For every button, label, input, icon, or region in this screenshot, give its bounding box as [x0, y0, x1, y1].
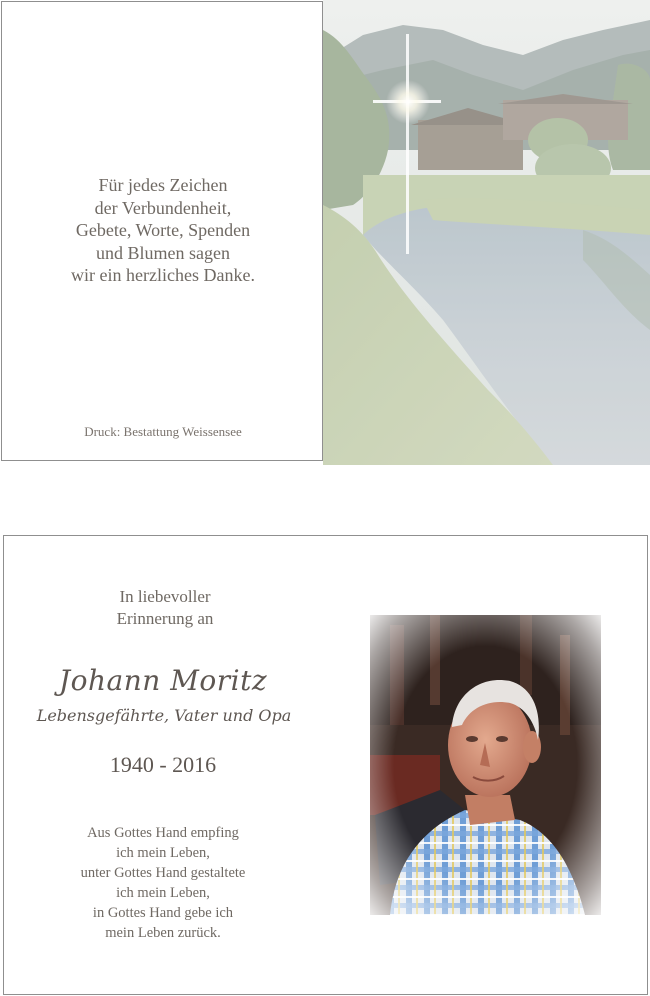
poem-line: in Gottes Hand gebe ich	[92, 905, 234, 921]
poem-line: Aus Gottes Hand empfing	[87, 825, 239, 841]
life-years: 1940 - 2016	[109, 752, 217, 777]
poem-line: mein Leben zurück.	[105, 925, 221, 941]
landscape-illustration	[323, 0, 650, 465]
thank-you-line: wir ein herzliches Danke.	[71, 265, 255, 285]
thank-you-line: und Blumen sagen	[96, 242, 230, 263]
memorial-card	[3, 535, 648, 995]
thank-you-line: der Verbundenheit,	[94, 197, 232, 218]
portrait-illustration	[370, 615, 601, 915]
deceased-name: Johann Moritz	[58, 664, 268, 697]
thank-you-line: Für jedes Zeichen	[98, 175, 228, 195]
intro-text	[4, 586, 326, 630]
poem-line: ich mein Leben,	[116, 885, 210, 901]
portrait-photo	[370, 615, 601, 915]
thank-you-card	[1, 1, 323, 461]
family-role: Lebensgefährte, Vater und Opa	[36, 706, 292, 725]
poem-line: unter Gottes Hand gestaltete	[80, 865, 246, 881]
print-credit: Druck: Bestattung Weissensee	[84, 424, 242, 439]
thank-you-line: Gebete, Worte, Spenden	[75, 220, 251, 240]
landscape-photo	[323, 0, 650, 465]
memorial-poem	[4, 823, 322, 943]
intro-line: In liebevoller	[119, 587, 211, 606]
thank-you-text	[2, 174, 324, 287]
intro-line: Erinnerung an	[116, 609, 214, 628]
poem-line: ich mein Leben,	[116, 845, 210, 861]
